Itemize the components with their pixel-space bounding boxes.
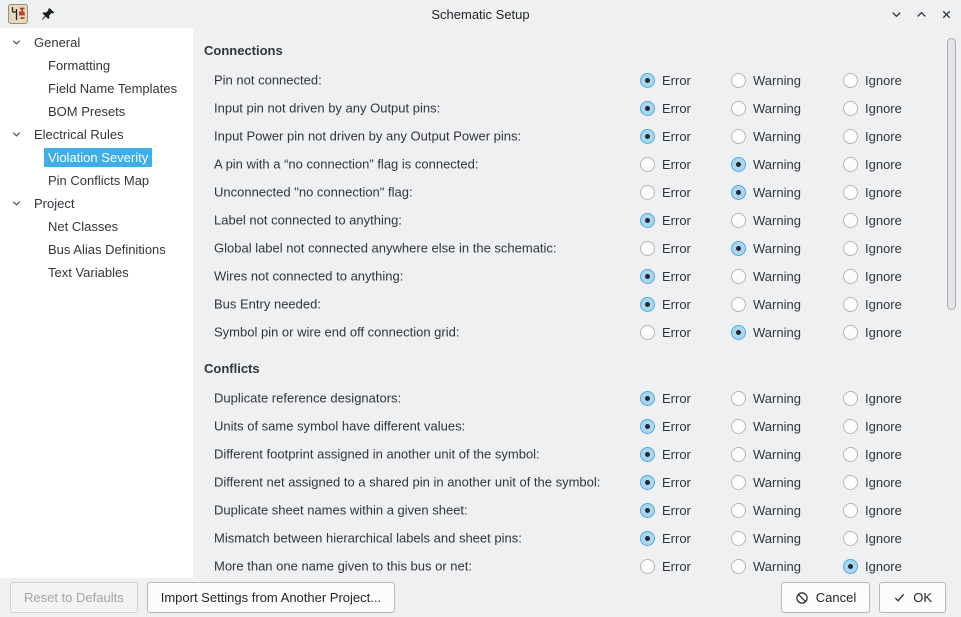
radio-label: Warning: [753, 474, 801, 490]
severity-option-warning[interactable]: [731, 552, 801, 578]
severity-option-error[interactable]: [640, 412, 691, 440]
radio-button-ignore[interactable]: [843, 269, 858, 284]
severity-option-error[interactable]: [640, 318, 691, 346]
radio-label: Ignore: [865, 128, 902, 144]
sidebar-item-bom-presets[interactable]: [0, 100, 193, 123]
radio-label: Warning: [753, 100, 801, 116]
radio-label: Warning: [753, 558, 801, 574]
radio-button-error[interactable]: [640, 129, 655, 144]
footer-bar: [0, 578, 961, 617]
severity-row-label: Different net assigned to a shared pin in another unit of the symbol:: [214, 474, 601, 490]
radio-label: Error: [662, 268, 691, 284]
cancel-icon: [795, 591, 809, 605]
sidebar-item-label: Electrical Rules: [34, 127, 124, 142]
radio-button-error[interactable]: [640, 73, 655, 88]
radio-button-error[interactable]: [640, 419, 655, 434]
severity-row-pin-not-connected: [193, 66, 961, 94]
severity-option-error[interactable]: [640, 150, 691, 178]
radio-button-warning[interactable]: [731, 213, 746, 228]
radio-button-warning[interactable]: [731, 157, 746, 172]
severity-row-a-pin-with-a-no-connection-flag-is-connected: [193, 150, 961, 178]
severity-row-label: More than one name given to this bus or net:: [214, 558, 472, 574]
severity-option-warning[interactable]: [731, 412, 801, 440]
sidebar-item-label: Project: [34, 196, 75, 211]
severity-row-label: Wires not connected to anything:: [214, 268, 404, 284]
severity-option-warning[interactable]: [731, 262, 801, 290]
radio-button-error[interactable]: [640, 157, 655, 172]
severity-row-wires-not-connected-to-anything: [193, 262, 961, 290]
severity-option-warning[interactable]: [731, 496, 801, 524]
severity-row-label: Units of same symbol have different values:: [214, 418, 466, 434]
radio-button-warning[interactable]: [731, 241, 746, 256]
severity-row-label: Bus Entry needed:: [214, 296, 321, 312]
pin-icon[interactable]: [41, 7, 55, 21]
radio-label: Ignore: [865, 558, 902, 574]
radio-label: Error: [662, 240, 691, 256]
radio-label: Warning: [753, 156, 801, 172]
radio-button-ignore[interactable]: [843, 213, 858, 228]
radio-label: Ignore: [865, 502, 902, 518]
radio-label: Warning: [753, 212, 801, 228]
radio-label: Ignore: [865, 268, 902, 284]
section-conflicts: [193, 346, 961, 578]
dialog-body: [0, 28, 961, 578]
severity-option-error[interactable]: [640, 496, 691, 524]
severity-option-error[interactable]: [640, 66, 691, 94]
severity-option-ignore[interactable]: [843, 66, 902, 94]
cancel-button-label: Cancel: [815, 590, 857, 605]
severity-option-error[interactable]: [640, 262, 691, 290]
radio-label: Error: [662, 100, 691, 116]
radio-button-error[interactable]: [640, 475, 655, 490]
severity-option-ignore[interactable]: [843, 262, 902, 290]
sidebar-item-field-name-templates[interactable]: [0, 77, 193, 100]
severity-row-label: Input pin not driven by any Output pins:: [214, 100, 441, 116]
ok-button-label: OK: [913, 590, 932, 605]
radio-button-warning[interactable]: [731, 559, 746, 574]
severity-option-ignore[interactable]: [843, 440, 902, 468]
severity-option-ignore[interactable]: [843, 468, 902, 496]
window-close-icon[interactable]: [939, 7, 953, 21]
severity-option-error[interactable]: [640, 384, 691, 412]
radio-label: Ignore: [865, 156, 902, 172]
severity-option-ignore[interactable]: [843, 206, 902, 234]
severity-option-error[interactable]: [640, 94, 691, 122]
severity-option-ignore[interactable]: [843, 524, 902, 552]
radio-button-warning[interactable]: [731, 419, 746, 434]
titlebar: [0, 0, 961, 28]
radio-label: Ignore: [865, 418, 902, 434]
severity-option-error[interactable]: [640, 178, 691, 206]
radio-label: Ignore: [865, 296, 902, 312]
radio-button-warning[interactable]: [731, 269, 746, 284]
radio-button-warning[interactable]: [731, 447, 746, 462]
severity-option-warning[interactable]: [731, 122, 801, 150]
severity-row-symbol-pin-or-wire-end-off-connection-grid: [193, 318, 961, 346]
eeschema-app-icon: [8, 4, 28, 24]
sidebar-item-label: Text Variables: [48, 265, 129, 280]
import-settings-button[interactable]: Import Settings from Another Project...: [147, 582, 395, 613]
severity-row-different-net-assigned-to-a-shared-pin-in-another-unit-of-the-symbol: [193, 468, 961, 496]
radio-label: Warning: [753, 418, 801, 434]
radio-button-error[interactable]: [640, 213, 655, 228]
violation-severity-panel: [193, 28, 961, 578]
severity-option-ignore[interactable]: [843, 496, 902, 524]
vertical-scrollbar-thumb[interactable]: [947, 38, 956, 310]
radio-button-ignore[interactable]: [843, 391, 858, 406]
severity-row-units-of-same-symbol-have-different-values: [193, 412, 961, 440]
severity-row-input-pin-not-driven-by-any-output-pins: [193, 94, 961, 122]
radio-label: Error: [662, 418, 691, 434]
section-title: Connections: [204, 43, 283, 58]
radio-button-error[interactable]: [640, 297, 655, 312]
severity-option-warning[interactable]: [731, 150, 801, 178]
radio-label: Ignore: [865, 100, 902, 116]
severity-row-label: Label not connected to anything:: [214, 212, 402, 228]
severity-row-bus-entry-needed: [193, 290, 961, 318]
severity-option-ignore[interactable]: [843, 94, 902, 122]
radio-button-error[interactable]: [640, 503, 655, 518]
section-title: Conflicts: [204, 361, 260, 376]
radio-label: Warning: [753, 390, 801, 406]
severity-option-warning[interactable]: [731, 94, 801, 122]
severity-row-input-power-pin-not-driven-by-any-output-power-pins: [193, 122, 961, 150]
severity-row-duplicate-sheet-names-within-a-given-sheet: [193, 496, 961, 524]
sidebar-item-violation-severity[interactable]: [0, 146, 193, 169]
radio-label: Error: [662, 324, 691, 340]
severity-option-warning[interactable]: [731, 468, 801, 496]
radio-button-warning[interactable]: [731, 391, 746, 406]
radio-label: Ignore: [865, 72, 902, 88]
severity-option-error[interactable]: [640, 468, 691, 496]
radio-button-warning[interactable]: [731, 297, 746, 312]
sidebar-item-label: Field Name Templates: [48, 81, 178, 96]
sidebar-item-pin-conflicts-map[interactable]: [0, 169, 193, 192]
radio-button-warning[interactable]: [731, 531, 746, 546]
tree-expander-icon[interactable]: [9, 128, 23, 142]
tree-expander-icon[interactable]: [9, 36, 23, 50]
severity-option-ignore[interactable]: [843, 290, 902, 318]
ok-check-icon: [893, 591, 906, 604]
severity-option-error[interactable]: [640, 440, 691, 468]
radio-button-error[interactable]: [640, 447, 655, 462]
severity-option-warning[interactable]: [731, 384, 801, 412]
radio-button-ignore[interactable]: [843, 297, 858, 312]
severity-option-error[interactable]: [640, 122, 691, 150]
radio-label: Warning: [753, 296, 801, 312]
radio-button-error[interactable]: [640, 241, 655, 256]
severity-option-ignore[interactable]: [843, 412, 902, 440]
radio-label: Error: [662, 502, 691, 518]
radio-button-error[interactable]: [640, 101, 655, 116]
radio-button-ignore[interactable]: [843, 73, 858, 88]
severity-row-label: Symbol pin or wire end off connection grid:: [214, 324, 460, 340]
radio-button-warning[interactable]: [731, 101, 746, 116]
radio-button-error[interactable]: [640, 391, 655, 406]
radio-button-ignore[interactable]: [843, 185, 858, 200]
radio-label: Ignore: [865, 446, 902, 462]
radio-button-ignore[interactable]: [843, 475, 858, 490]
severity-option-ignore[interactable]: [843, 122, 902, 150]
radio-button-ignore[interactable]: [843, 531, 858, 546]
radio-label: Error: [662, 72, 691, 88]
severity-row-label: Different footprint assigned in another unit of the symbol:: [214, 446, 540, 462]
tree-expander-icon[interactable]: [9, 197, 23, 211]
radio-label: Error: [662, 558, 691, 574]
severity-option-warning[interactable]: [731, 178, 801, 206]
radio-button-warning[interactable]: [731, 475, 746, 490]
radio-button-ignore[interactable]: [843, 419, 858, 434]
radio-button-warning[interactable]: [731, 129, 746, 144]
radio-label: Ignore: [865, 474, 902, 490]
severity-row-label: Duplicate reference designators:: [214, 390, 402, 406]
severity-row-unconnected-no-connection-flag: [193, 178, 961, 206]
severity-row-label: Mismatch between hierarchical labels and sheet pins:: [214, 530, 522, 546]
radio-button-ignore[interactable]: [843, 241, 858, 256]
severity-row-label: A pin with a “no connection” flag is connected:: [214, 156, 479, 172]
radio-label: Error: [662, 446, 691, 462]
severity-row-duplicate-reference-designators: [193, 384, 961, 412]
sidebar-item-label: BOM Presets: [48, 104, 126, 119]
settings-tree: [0, 28, 193, 578]
radio-label: Warning: [753, 128, 801, 144]
sidebar-item-formatting[interactable]: [0, 54, 193, 77]
severity-row-mismatch-between-hierarchical-labels-and-sheet-pins: [193, 524, 961, 552]
severity-option-ignore[interactable]: [843, 318, 902, 346]
radio-label: Ignore: [865, 212, 902, 228]
sidebar-item-project[interactable]: [0, 192, 193, 215]
radio-label: Error: [662, 128, 691, 144]
radio-button-error[interactable]: [640, 531, 655, 546]
severity-row-different-footprint-assigned-in-another-unit-of-the-symbol: [193, 440, 961, 468]
radio-label: Warning: [753, 268, 801, 284]
severity-option-error[interactable]: [640, 552, 691, 578]
sidebar-item-label: Pin Conflicts Map: [48, 173, 150, 188]
sidebar-item-text-variables[interactable]: [0, 261, 193, 284]
reset-to-defaults-button[interactable]: Reset to Defaults: [10, 582, 138, 613]
radio-label: Warning: [753, 530, 801, 546]
severity-row-label: Global label not connected anywhere else in the schematic:: [214, 240, 557, 256]
radio-button-ignore[interactable]: [843, 101, 858, 116]
severity-option-warning[interactable]: [731, 318, 801, 346]
radio-label: Error: [662, 184, 691, 200]
sidebar-item-label: Net Classes: [48, 219, 119, 234]
severity-row-label: Unconnected "no connection" flag:: [214, 184, 413, 200]
severity-option-warning[interactable]: [731, 66, 801, 94]
radio-button-ignore[interactable]: [843, 129, 858, 144]
radio-button-ignore[interactable]: [843, 157, 858, 172]
radio-label: Ignore: [865, 184, 902, 200]
radio-label: Warning: [753, 446, 801, 462]
severity-option-warning[interactable]: [731, 440, 801, 468]
sidebar-item-electrical-rules[interactable]: [0, 123, 193, 146]
radio-label: Error: [662, 474, 691, 490]
window-unshade-icon[interactable]: [914, 7, 928, 21]
radio-label: Error: [662, 296, 691, 312]
radio-button-ignore[interactable]: [843, 503, 858, 518]
severity-option-error[interactable]: [640, 524, 691, 552]
severity-option-ignore[interactable]: [843, 234, 902, 262]
window-shade-icon[interactable]: [889, 7, 903, 21]
sidebar-item-label: Formatting: [48, 58, 111, 73]
sidebar-item-label: General: [34, 35, 81, 50]
radio-label: Ignore: [865, 530, 902, 546]
radio-button-warning[interactable]: [731, 325, 746, 340]
severity-row-label: Duplicate sheet names within a given sheet:: [214, 502, 468, 518]
severity-option-error[interactable]: [640, 234, 691, 262]
radio-button-warning[interactable]: [731, 73, 746, 88]
radio-label: Warning: [753, 184, 801, 200]
severity-option-warning[interactable]: [731, 290, 801, 318]
severity-option-ignore[interactable]: [843, 552, 902, 578]
radio-label: Warning: [753, 324, 801, 340]
radio-label: Error: [662, 390, 691, 406]
section-connections: [193, 28, 961, 346]
radio-label: Error: [662, 212, 691, 228]
radio-label: Warning: [753, 240, 801, 256]
severity-row-label-not-connected-to-anything: [193, 206, 961, 234]
radio-button-warning[interactable]: [731, 185, 746, 200]
sidebar-item-general[interactable]: [0, 31, 193, 54]
severity-row-global-label-not-connected-anywhere-else-in-the-schematic: [193, 234, 961, 262]
sidebar-item-label: Bus Alias Definitions: [48, 242, 166, 257]
window-title: Schematic Setup: [431, 6, 530, 22]
sidebar-item-bus-alias-definitions[interactable]: [0, 238, 193, 261]
radio-button-warning[interactable]: [731, 503, 746, 518]
cancel-button[interactable]: [781, 582, 870, 613]
severity-row-label: Input Power pin not driven by any Output Power pins:: [214, 128, 522, 144]
severity-option-error[interactable]: [640, 290, 691, 318]
radio-label: Warning: [753, 502, 801, 518]
radio-label: Error: [662, 156, 691, 172]
radio-button-error[interactable]: [640, 185, 655, 200]
radio-label: Ignore: [865, 324, 902, 340]
severity-option-warning[interactable]: [731, 234, 801, 262]
severity-row-more-than-one-name-given-to-this-bus-or-net: [193, 552, 961, 578]
sidebar-item-net-classes[interactable]: [0, 215, 193, 238]
radio-label: Ignore: [865, 240, 902, 256]
radio-button-ignore[interactable]: [843, 447, 858, 462]
severity-option-warning[interactable]: [731, 524, 801, 552]
window-controls: [889, 0, 953, 28]
severity-option-warning[interactable]: [731, 206, 801, 234]
radio-button-ignore[interactable]: [843, 325, 858, 340]
radio-label: Error: [662, 530, 691, 546]
radio-button-error[interactable]: [640, 325, 655, 340]
radio-button-error[interactable]: [640, 559, 655, 574]
severity-option-ignore[interactable]: [843, 178, 902, 206]
ok-button[interactable]: [879, 582, 946, 613]
radio-label: Ignore: [865, 390, 902, 406]
radio-button-error[interactable]: [640, 269, 655, 284]
severity-option-error[interactable]: [640, 206, 691, 234]
radio-label: Warning: [753, 72, 801, 88]
severity-row-label: Pin not connected:: [214, 72, 322, 88]
radio-button-ignore[interactable]: [843, 559, 858, 574]
severity-option-ignore[interactable]: [843, 150, 902, 178]
severity-option-ignore[interactable]: [843, 384, 902, 412]
sidebar-item-label: Violation Severity: [44, 148, 152, 167]
